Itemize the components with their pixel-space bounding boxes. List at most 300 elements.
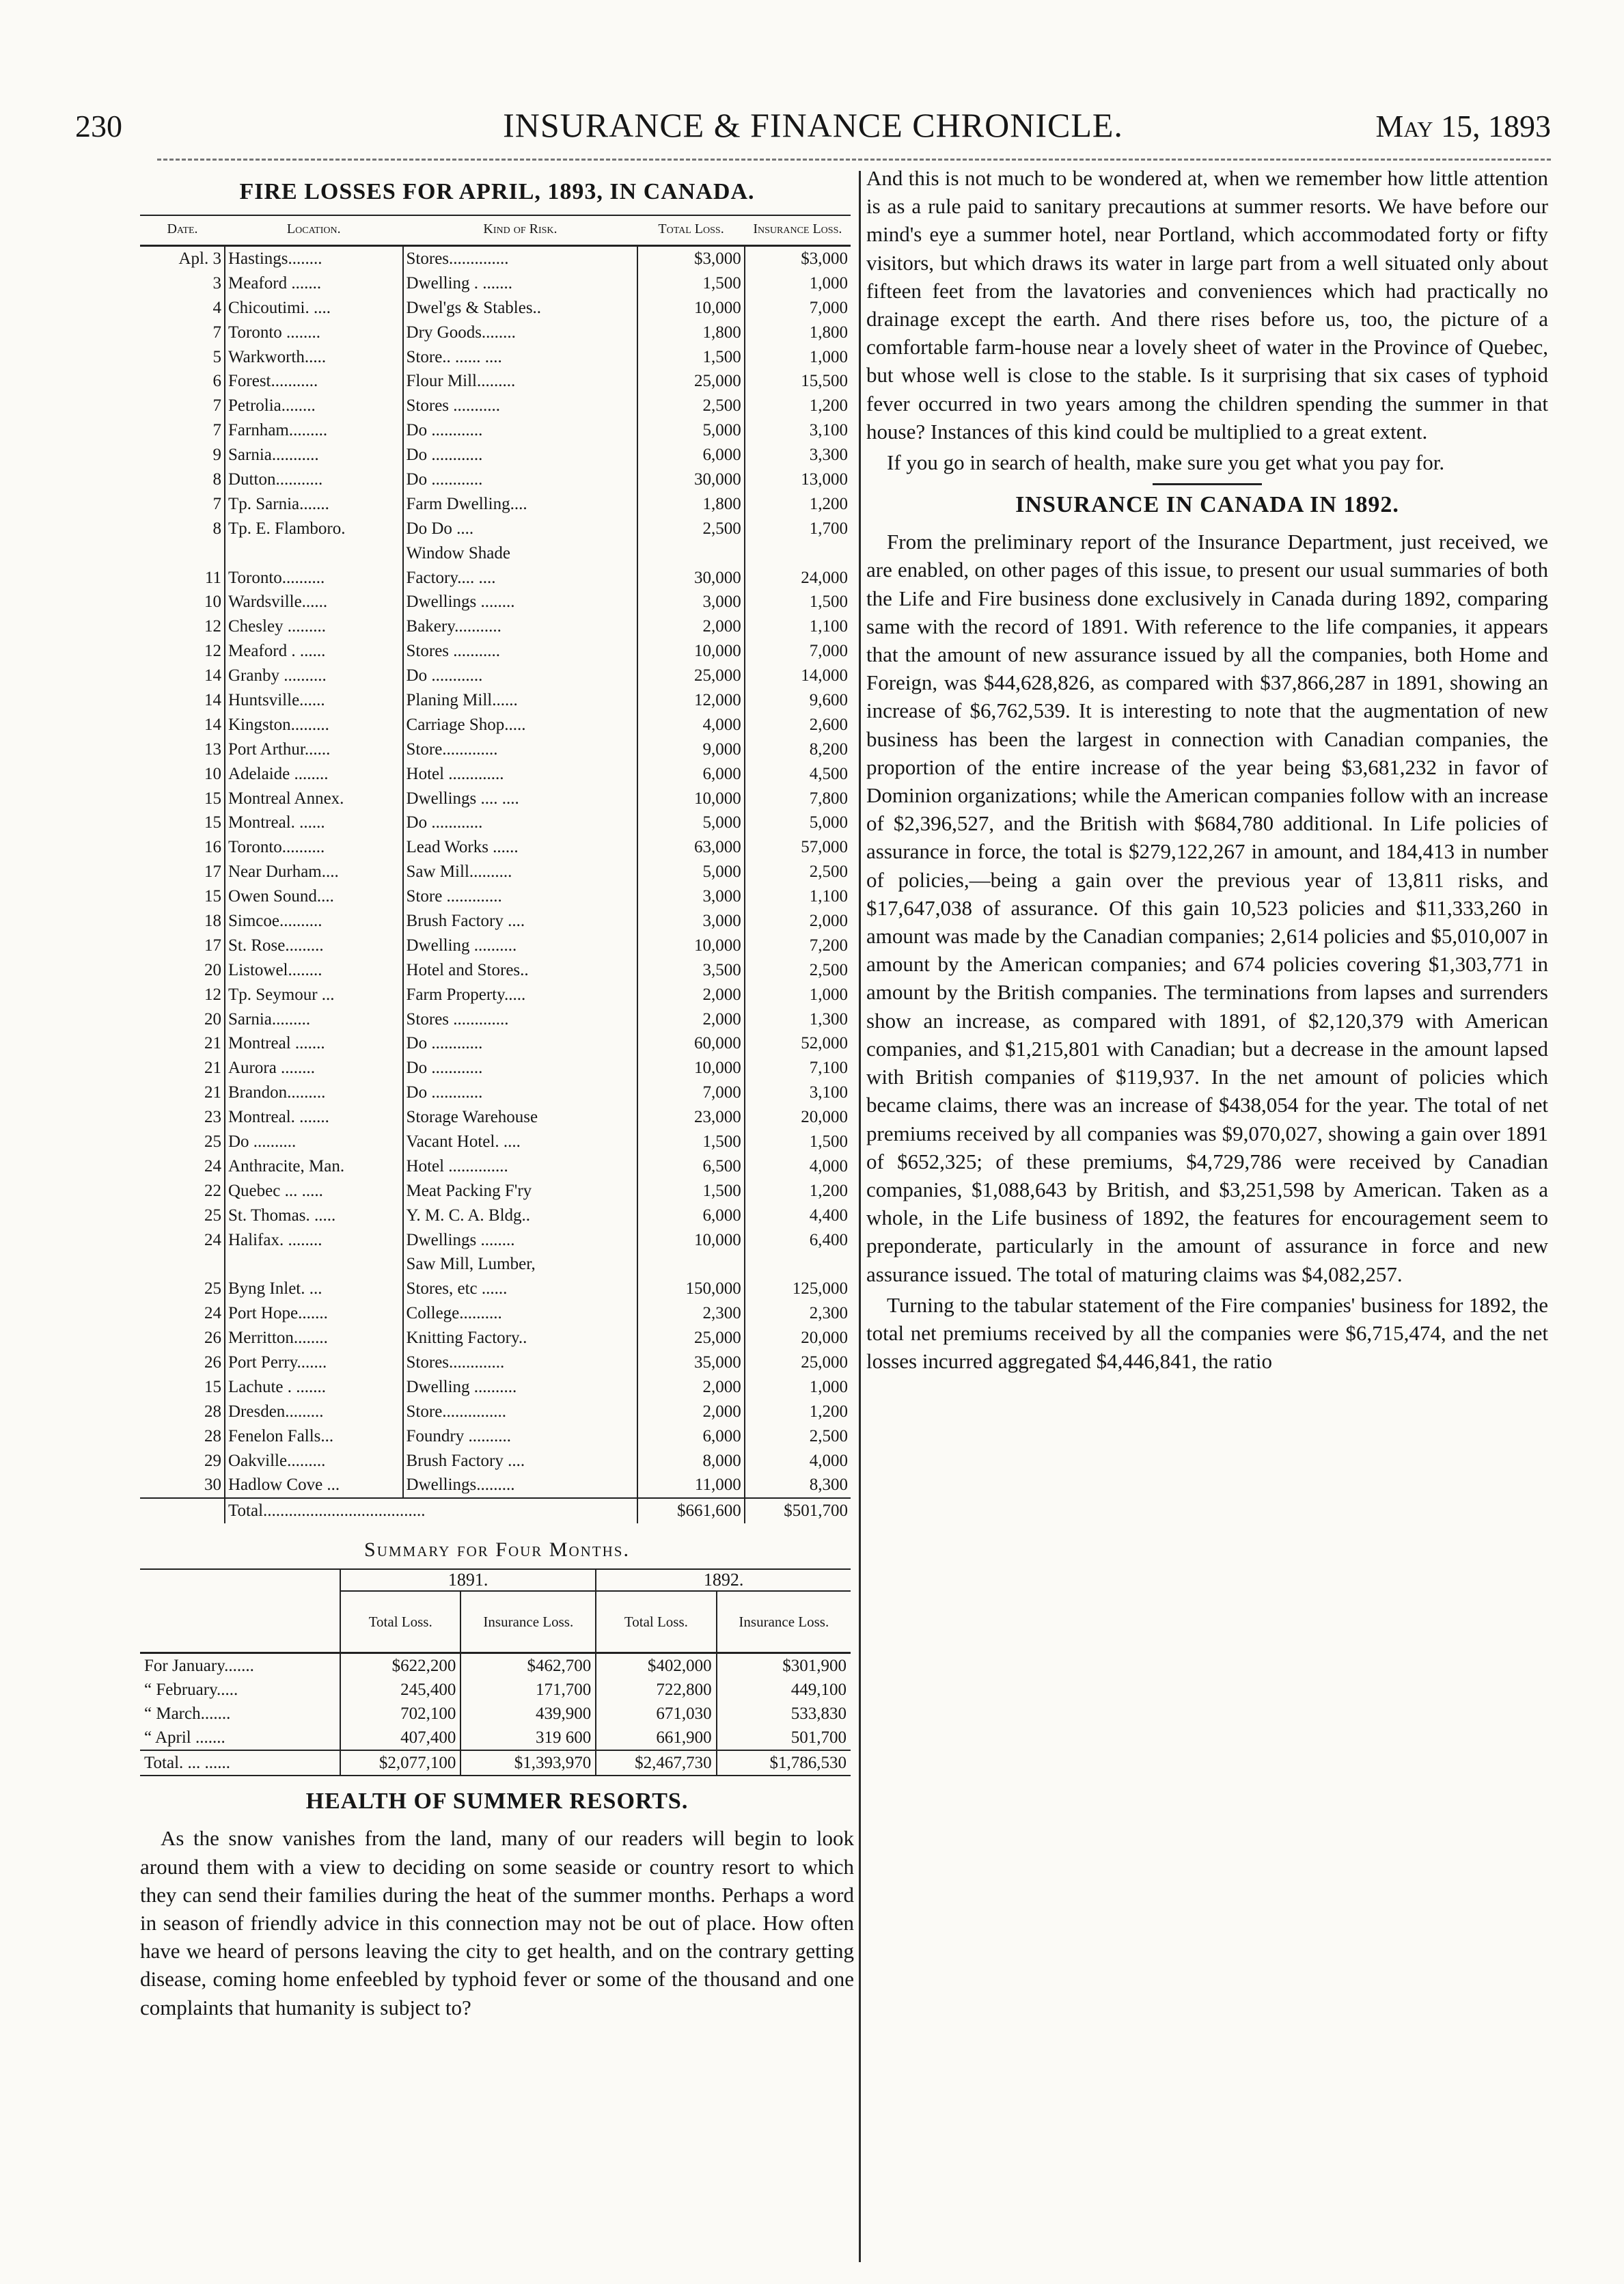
row-insurance-loss: 8,300	[745, 1473, 851, 1499]
row-insurance-loss: 4,400	[745, 1204, 851, 1228]
table-row	[140, 443, 851, 467]
col-date: Date.	[140, 215, 225, 246]
row-kind: Knitting Factory..	[403, 1326, 638, 1350]
row-location: Fenelon Falls...	[225, 1424, 403, 1449]
row-kind: Carriage Shop.....	[403, 713, 638, 737]
health-article-title: HEALTH OF SUMMER RESORTS.	[305, 1789, 689, 1814]
row-insurance-loss: 5,000	[745, 811, 851, 835]
table-row	[140, 688, 851, 713]
summary-year-1892: 1892.	[596, 1569, 851, 1591]
row-total-loss: 6,000	[637, 1424, 744, 1449]
fire-total-insurance: $501,700	[745, 1498, 851, 1523]
row-date: 3	[212, 273, 221, 293]
summary-cell: 661,900	[596, 1726, 716, 1750]
row-insurance-loss: 7,000	[745, 639, 851, 664]
row-kind: Do ............	[403, 418, 638, 443]
row-total-loss	[637, 541, 744, 566]
table-row	[140, 1424, 851, 1449]
row-insurance-loss: 24,000	[745, 566, 851, 590]
row-kind: Farm Property.....	[403, 983, 638, 1007]
row-kind: Dwellings .... ....	[403, 787, 638, 811]
row-total-loss: 2,500	[637, 394, 744, 418]
summary-total-label: Total. ... ......	[140, 1750, 340, 1776]
row-date: 30	[204, 1476, 221, 1495]
row-date	[140, 1253, 225, 1277]
summary-col: Total Loss.	[596, 1591, 716, 1653]
row-insurance-loss: 1,100	[745, 884, 851, 909]
table-row	[140, 246, 851, 271]
row-location: Montreal. .......	[225, 1105, 403, 1130]
row-date: 25	[204, 1132, 221, 1151]
issue-date: May 15, 1893	[1375, 109, 1551, 144]
summary-row-label: “ April .......	[144, 1728, 225, 1747]
row-kind: Stores, etc ......	[403, 1277, 638, 1301]
summary-cell: $402,000	[596, 1653, 716, 1678]
row-insurance-loss: 3,300	[745, 443, 851, 467]
row-kind: Store.............	[403, 737, 638, 762]
row-location: Toronto ........	[225, 321, 403, 345]
row-date: 28	[204, 1402, 221, 1421]
row-date: 4	[212, 298, 221, 317]
row-kind: Stores.............	[403, 1350, 638, 1375]
summary-col: Insurance Loss.	[717, 1591, 851, 1653]
row-date: 28	[204, 1426, 221, 1445]
row-location: Simcoe..........	[225, 909, 403, 934]
row-total-loss: 3,000	[637, 884, 744, 909]
row-location: Forest...........	[225, 369, 403, 394]
summary-cell: 533,830	[717, 1702, 851, 1726]
row-insurance-loss: 7,000	[745, 296, 851, 321]
row-total-loss: 35,000	[637, 1350, 744, 1375]
row-location: Anthracite, Man.	[225, 1154, 403, 1179]
table-row	[140, 492, 851, 517]
table-row	[140, 1473, 851, 1499]
row-location: Huntsville......	[225, 688, 403, 713]
row-location: Sarnia.........	[225, 1007, 403, 1032]
table-row	[140, 1400, 851, 1424]
row-kind: College..........	[403, 1301, 638, 1326]
fire-table-title: FIRE LOSSES FOR APRIL, 1893, IN CANADA.	[239, 179, 755, 204]
row-location: Kingston.........	[225, 713, 403, 737]
insurance-article-title: INSURANCE IN CANADA IN 1892.	[1015, 492, 1399, 518]
row-location: Montreal. ......	[225, 811, 403, 835]
table-row	[140, 1056, 851, 1080]
summary-cell: 319 600	[460, 1726, 596, 1750]
fire-losses-table	[140, 215, 851, 1523]
row-location: Sarnia...........	[225, 443, 403, 467]
row-date: 23	[204, 1108, 221, 1127]
row-total-loss: 5,000	[637, 860, 744, 884]
summary-cell: 722,800	[596, 1678, 716, 1702]
row-kind: Dwellings ........	[403, 590, 638, 614]
row-location: Granby ..........	[225, 664, 403, 688]
table-row	[140, 296, 851, 321]
row-location: Montreal .......	[225, 1032, 403, 1057]
row-date: 14	[204, 715, 221, 734]
row-kind: Do ............	[403, 467, 638, 492]
row-total-loss: 1,500	[637, 345, 744, 370]
table-row	[140, 713, 851, 737]
row-total-loss: 2,000	[637, 1375, 744, 1400]
row-location: Do ..........	[225, 1130, 403, 1154]
table-row	[140, 762, 851, 787]
row-date: 10	[204, 764, 221, 783]
row-total-loss: 30,000	[637, 566, 744, 590]
row-location: Lachute . .......	[225, 1375, 403, 1400]
row-insurance-loss: 4,000	[745, 1154, 851, 1179]
row-location: Port Arthur......	[225, 737, 403, 762]
table-row	[140, 1653, 851, 1678]
table-row	[140, 614, 851, 639]
row-insurance-loss: 7,100	[745, 1056, 851, 1080]
row-date: 11	[204, 568, 221, 587]
summary-col: Insurance Loss.	[460, 1591, 596, 1653]
row-total-loss: 3,000	[637, 590, 744, 614]
row-kind: Stores .............	[403, 1007, 638, 1032]
row-location: Chicoutimi. ....	[225, 296, 403, 321]
row-location: Warkworth.....	[225, 345, 403, 370]
row-date: 26	[204, 1353, 221, 1372]
row-insurance-loss: 1,200	[745, 1400, 851, 1424]
row-insurance-loss: 2,500	[745, 860, 851, 884]
row-location: Wardsville......	[225, 590, 403, 614]
row-location: Merritton........	[225, 1326, 403, 1350]
row-location: Hastings........	[225, 246, 403, 271]
row-insurance-loss: 1,200	[745, 1179, 851, 1204]
row-total-loss: 5,000	[637, 811, 744, 835]
summary-cell: $462,700	[460, 1653, 596, 1678]
row-total-loss: 25,000	[637, 1326, 744, 1350]
row-insurance-loss: 4,500	[745, 762, 851, 787]
row-location: Toronto..........	[225, 566, 403, 590]
health-paragraph-1: As the snow vanishes from the land, many of our readers will begin to look around them with a view to deciding on some seaside or country resort to which they can send their families during the heat of the summer months. Perhaps a word in season of friendly advice in this connection may not be out of place. How often have we heard of persons leaving the city to get health, and on the contrary getting disease, coming home enfeebled by typhoid fever or some of the thousand and one complaints that humanity is subject to?	[140, 1826, 854, 2020]
row-insurance-loss	[745, 1253, 851, 1277]
table-row	[140, 590, 851, 614]
row-total-loss: 63,000	[637, 835, 744, 860]
row-date: 14	[204, 666, 221, 685]
row-total-loss: 1,500	[637, 1130, 744, 1154]
row-location: Farnham.........	[225, 418, 403, 443]
table-row	[140, 1032, 851, 1057]
summary-title: Summary for Four Months.	[364, 1538, 630, 1562]
publication-title: INSURANCE & FINANCE CHRONICLE.	[503, 106, 1123, 144]
row-date: 20	[204, 1009, 221, 1029]
row-location: Tp. Sarnia.......	[225, 492, 403, 517]
row-kind: Foundry ..........	[403, 1424, 638, 1449]
summary-cell: 449,100	[717, 1678, 851, 1702]
row-insurance-loss: 125,000	[745, 1277, 851, 1301]
row-location	[225, 541, 403, 566]
row-insurance-loss: 57,000	[745, 835, 851, 860]
summary-total-row	[140, 1750, 851, 1776]
row-insurance-loss: 1,000	[745, 345, 851, 370]
row-insurance-loss: 1,500	[745, 1130, 851, 1154]
row-date: 15	[204, 789, 221, 808]
table-row	[140, 517, 851, 541]
row-total-loss: 3,500	[637, 958, 744, 983]
row-date: 20	[204, 960, 221, 979]
table-row	[140, 811, 851, 835]
row-kind: Storage Warehouse	[403, 1105, 638, 1130]
summary-cell: $622,200	[340, 1653, 460, 1678]
row-insurance-loss: 9,600	[745, 688, 851, 713]
table-row	[140, 541, 851, 566]
table-row	[140, 1301, 851, 1326]
table-row	[140, 639, 851, 664]
row-date: 5	[212, 347, 221, 366]
row-insurance-loss: 7,200	[745, 934, 851, 958]
table-row	[140, 1449, 851, 1473]
row-location: St. Rose.........	[225, 934, 403, 958]
row-date: 26	[204, 1329, 221, 1348]
row-date: 8	[212, 519, 221, 538]
row-location: Meaford .......	[225, 271, 403, 296]
row-location	[225, 1253, 403, 1277]
row-total-loss: 5,000	[637, 418, 744, 443]
health-paragraph-3: If you go in search of health, make sure you get what you pay for.	[887, 450, 1445, 475]
row-location: Listowel........	[225, 958, 403, 983]
row-date: 13	[204, 739, 221, 759]
row-total-loss: 9,000	[637, 737, 744, 762]
row-total-loss: 30,000	[637, 467, 744, 492]
summary-total-cell: $2,467,730	[596, 1750, 716, 1776]
row-date: 15	[204, 887, 221, 906]
summary-table	[140, 1568, 851, 1776]
row-total-loss: 8,000	[637, 1449, 744, 1473]
row-date: 21	[204, 1034, 221, 1053]
summary-row-label: “ February.....	[144, 1680, 238, 1699]
left-column	[140, 164, 854, 2024]
row-kind: Store...............	[403, 1400, 638, 1424]
row-date: 15	[204, 1377, 221, 1396]
row-total-loss: 1,500	[637, 1179, 744, 1204]
table-row	[140, 1726, 851, 1750]
col-kind: Kind of Risk.	[403, 215, 638, 246]
row-total-loss: 3,000	[637, 909, 744, 934]
row-total-loss: 2,000	[637, 1400, 744, 1424]
table-row	[140, 467, 851, 492]
summary-cell: 407,400	[340, 1726, 460, 1750]
row-location: Meaford . ......	[225, 639, 403, 664]
table-row	[140, 321, 851, 345]
table-row	[140, 1105, 851, 1130]
row-kind: Do ............	[403, 664, 638, 688]
row-total-loss: 1,500	[637, 271, 744, 296]
row-date: 25	[204, 1206, 221, 1225]
row-insurance-loss: 15,500	[745, 369, 851, 394]
summary-cell: 501,700	[717, 1726, 851, 1750]
row-kind: Dwelling ..........	[403, 934, 638, 958]
row-insurance-loss: 1,500	[745, 590, 851, 614]
row-location: Aurora ........	[225, 1056, 403, 1080]
summary-cell: 171,700	[460, 1678, 596, 1702]
row-date: 18	[204, 911, 221, 930]
article-separator	[1153, 483, 1262, 485]
fire-table-body	[140, 246, 851, 1499]
summary-total-cell: $1,393,970	[460, 1750, 596, 1776]
row-insurance-loss: 20,000	[745, 1105, 851, 1130]
table-row	[140, 664, 851, 688]
table-row	[140, 934, 851, 958]
row-insurance-loss: 4,000	[745, 1449, 851, 1473]
table-row	[140, 787, 851, 811]
row-kind: Store.. ...... ....	[403, 345, 638, 370]
table-row	[140, 1007, 851, 1032]
row-date: 21	[204, 1059, 221, 1078]
row-date	[140, 541, 225, 566]
row-kind: Bakery...........	[403, 614, 638, 639]
table-row	[140, 1154, 851, 1179]
row-insurance-loss: 3,100	[745, 1080, 851, 1105]
row-date: 21	[204, 1083, 221, 1102]
summary-cell: $301,900	[717, 1653, 851, 1678]
row-kind: Dwellings.........	[403, 1473, 638, 1499]
row-location: Halifax. ........	[225, 1228, 403, 1253]
row-total-loss: 11,000	[637, 1473, 744, 1499]
row-kind: Meat Packing F'ry	[403, 1179, 638, 1204]
table-row	[140, 958, 851, 983]
fire-total-label: Total......................................	[225, 1498, 637, 1523]
row-total-loss: 4,000	[637, 713, 744, 737]
row-location: Owen Sound....	[225, 884, 403, 909]
row-date: 7	[212, 323, 221, 342]
row-kind: Y. M. C. A. Bldg..	[403, 1204, 638, 1228]
row-kind: Window Shade	[403, 541, 638, 566]
row-total-loss: 2,500	[637, 517, 744, 541]
row-insurance-loss: 8,200	[745, 737, 851, 762]
row-total-loss: 10,000	[637, 1056, 744, 1080]
row-kind: Lead Works ......	[403, 835, 638, 860]
row-total-loss: 10,000	[637, 934, 744, 958]
row-kind: Do ............	[403, 811, 638, 835]
table-row	[140, 1179, 851, 1204]
column-divider	[859, 171, 861, 2262]
row-total-loss: 7,000	[637, 1080, 744, 1105]
fire-total-row	[140, 1498, 851, 1523]
fire-total-loss: $661,600	[637, 1498, 744, 1523]
row-date: 24	[204, 1304, 221, 1323]
row-kind: Stores ...........	[403, 639, 638, 664]
row-insurance-loss	[745, 541, 851, 566]
summary-total-cell: $1,786,530	[717, 1750, 851, 1776]
row-kind: Dwel'gs & Stables..	[403, 296, 638, 321]
row-total-loss: 6,500	[637, 1154, 744, 1179]
row-date: 29	[204, 1451, 221, 1470]
row-location: Hadlow Cove ...	[225, 1473, 403, 1499]
row-insurance-loss: 2,500	[745, 1424, 851, 1449]
row-kind: Do ............	[403, 1056, 638, 1080]
row-date: 17	[204, 862, 221, 882]
row-location: Oakville.........	[225, 1449, 403, 1473]
col-total-loss: Total Loss.	[637, 215, 744, 246]
row-insurance-loss: 6,400	[745, 1228, 851, 1253]
row-location: Toronto..........	[225, 835, 403, 860]
row-total-loss: 2,000	[637, 983, 744, 1007]
row-location: Dresden.........	[225, 1400, 403, 1424]
row-insurance-loss: 1,300	[745, 1007, 851, 1032]
row-kind: Hotel and Stores..	[403, 958, 638, 983]
table-row	[140, 1204, 851, 1228]
row-date: 14	[204, 690, 221, 709]
table-row	[140, 737, 851, 762]
table-row	[140, 345, 851, 370]
row-location: Byng Inlet. ...	[225, 1277, 403, 1301]
right-column	[866, 164, 1548, 1378]
row-insurance-loss: 1,200	[745, 394, 851, 418]
row-location: Petrolia........	[225, 394, 403, 418]
row-total-loss: 6,000	[637, 443, 744, 467]
row-total-loss: $3,000	[637, 246, 744, 271]
row-total-loss: 25,000	[637, 664, 744, 688]
row-location: Brandon.........	[225, 1080, 403, 1105]
row-kind: Brush Factory ....	[403, 909, 638, 934]
row-date: 15	[204, 813, 221, 832]
row-kind: Dwelling ..........	[403, 1375, 638, 1400]
row-date: 7	[212, 396, 221, 416]
row-total-loss: 12,000	[637, 688, 744, 713]
row-kind: Stores..............	[403, 246, 638, 271]
row-kind: Do ............	[403, 1032, 638, 1057]
row-location: Tp. Seymour ...	[225, 983, 403, 1007]
row-insurance-loss: 20,000	[745, 1326, 851, 1350]
row-insurance-loss: 1,000	[745, 271, 851, 296]
row-insurance-loss: 14,000	[745, 664, 851, 688]
table-row	[140, 884, 851, 909]
header-rule	[157, 159, 1551, 161]
row-insurance-loss: 2,000	[745, 909, 851, 934]
row-kind: Do Do ....	[403, 517, 638, 541]
table-row	[140, 394, 851, 418]
row-kind: Do ............	[403, 1080, 638, 1105]
row-total-loss: 6,000	[637, 1204, 744, 1228]
row-location: Adelaide ........	[225, 762, 403, 787]
row-kind: Dwellings ........	[403, 1228, 638, 1253]
row-insurance-loss: 2,600	[745, 713, 851, 737]
row-total-loss: 25,000	[637, 369, 744, 394]
row-location: Tp. E. Flamboro.	[225, 517, 403, 541]
row-location: Montreal Annex.	[225, 787, 403, 811]
page-header	[75, 103, 1551, 150]
row-insurance-loss: 2,300	[745, 1301, 851, 1326]
page-number: 230	[75, 109, 122, 144]
health-paragraph-2: And this is not much to be wondered at, when we remember how little attention is as a rule paid to sanitary precautions at summer resorts. We have before our mind's eye a summer hotel, near Portland, which accommodated forty or fifty visitors, but which draws its water in large part from a well situated only about fifteen feet from the lavatories and conveniences which had practically no drainage except the earth. And there rises before us, too, the picture of a comfortable farm-house near a lovely sheet of water in the Province of Quebec, but whose well is close to the stable. Is it surprising that six cases of typhoid fever occurred in two years among the children spending the summer in that house? Instances of this kind could be multiplied to a great extent.	[866, 166, 1548, 444]
row-location: Port Hope.......	[225, 1301, 403, 1326]
row-insurance-loss: 1,000	[745, 983, 851, 1007]
row-insurance-loss: 3,100	[745, 418, 851, 443]
row-kind: Hotel ..............	[403, 1154, 638, 1179]
table-row	[140, 1678, 851, 1702]
table-row	[140, 1228, 851, 1253]
row-insurance-loss: $3,000	[745, 246, 851, 271]
row-date: 12	[204, 985, 221, 1004]
col-location: Location.	[225, 215, 403, 246]
row-kind: Do ............	[403, 443, 638, 467]
col-insurance-loss: Insurance Loss.	[745, 215, 851, 246]
summary-year-1891: 1891.	[340, 1569, 596, 1591]
table-row	[140, 1277, 851, 1301]
row-total-loss: 1,800	[637, 492, 744, 517]
row-total-loss: 10,000	[637, 639, 744, 664]
insurance-paragraph-2: Turning to the tabular statement of the Fire companies' business for 1892, the total net premiums received by all the companies were $6,715,474, and the net losses incurred aggregated $4,446,841, the ratio	[866, 1292, 1548, 1374]
row-total-loss: 10,000	[637, 1228, 744, 1253]
row-location: Chesley .........	[225, 614, 403, 639]
table-row	[140, 418, 851, 443]
row-total-loss: 6,000	[637, 762, 744, 787]
table-row	[140, 1702, 851, 1726]
row-kind: Stores ...........	[403, 394, 638, 418]
row-total-loss	[637, 1253, 744, 1277]
row-total-loss: 10,000	[637, 296, 744, 321]
